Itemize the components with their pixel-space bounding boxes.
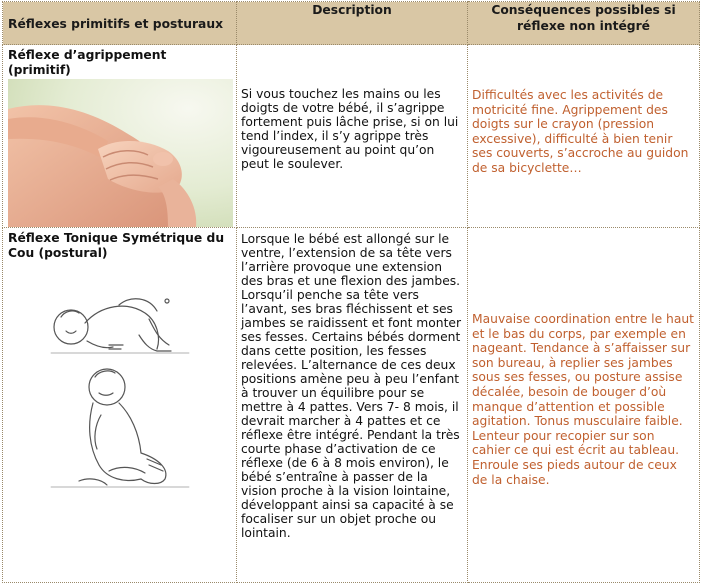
table-row [3, 45, 700, 228]
reflexes-table [2, 1, 700, 583]
description-text: Si vous touchez les mains ou les doigts de votre bébé, il s’agrippe fortement puis lâche prise, si on lui tend l’index, il s’y agrippe très vigoureusement au point qu’on peut le soulever. [241, 87, 459, 171]
description-cell [237, 228, 468, 583]
table-row [3, 228, 700, 583]
header-consequences: Conséquences possibles si réflexe non intégré [468, 2, 700, 45]
description-cell [237, 45, 468, 228]
consequences-text: Difficultés avec les activités de motricité fine. Agrippement des doigts sur le crayon (pression excessive), difficulté à bien tenir ses couverts, s’accroche au guidon de sa bicyclette… [472, 88, 689, 175]
consequences-text: Mauvaise coordination entre le haut et le bas du corps, par exemple en nageant. Tendance à s’affaisser sur son bureau, à replier ses jambes sous ses fesses, ou posture assise décalée, besoin de bouger d’où manque d’attention et possible agitation. Tonus musculaire faible. Lenteur pour recopier sur son cahier ce qui est écrit au tableau. Enroule ses pieds autour de ceux de la chaise. [472, 312, 694, 487]
baby-posture-illustrations [49, 275, 199, 499]
reflex-title: Réflexe d’agrippement (primitif) [8, 48, 167, 77]
header-description: Description [237, 2, 468, 45]
reflex-title: Réflexe Tonique Symétrique du Cou (postural) [8, 231, 225, 260]
table-header-row [3, 2, 700, 45]
consequences-cell [468, 45, 700, 228]
baby-hand-photo [8, 79, 233, 227]
reflex-cell [3, 228, 237, 583]
reflex-cell [3, 45, 237, 228]
consequences-cell [468, 228, 700, 583]
header-reflexes: Réflexes primitifs et posturaux [3, 2, 237, 45]
description-text: Lorsque le bébé est allongé sur le ventre, l’extension de sa tête vers l’arrière provoque une extension des bras et une flexion des jambes. Lorsqu’il penche sa tête vers l’avant, ses bras fléchissent et ses jambes se raidissent et font monter ses fesses. Certains bébés dorment dans cette position, les fesses relevées. L’alternance de ces deux positions amène peu à peu l’enfant à trouver un équilibre pour se mettre à 4 pattes. Vers 7- 8 mois, il devrait marcher à 4 pattes et ce réflexe être intégré. Pendant la très courte phase d’activation de ce réflexe (de 6 à 8 mois environ), le bébé s’entraîne à passer de la vision proche à la vision lointaine, développant ainsi sa capacité à se focaliser sur un objet proche ou lointain. [241, 232, 462, 540]
